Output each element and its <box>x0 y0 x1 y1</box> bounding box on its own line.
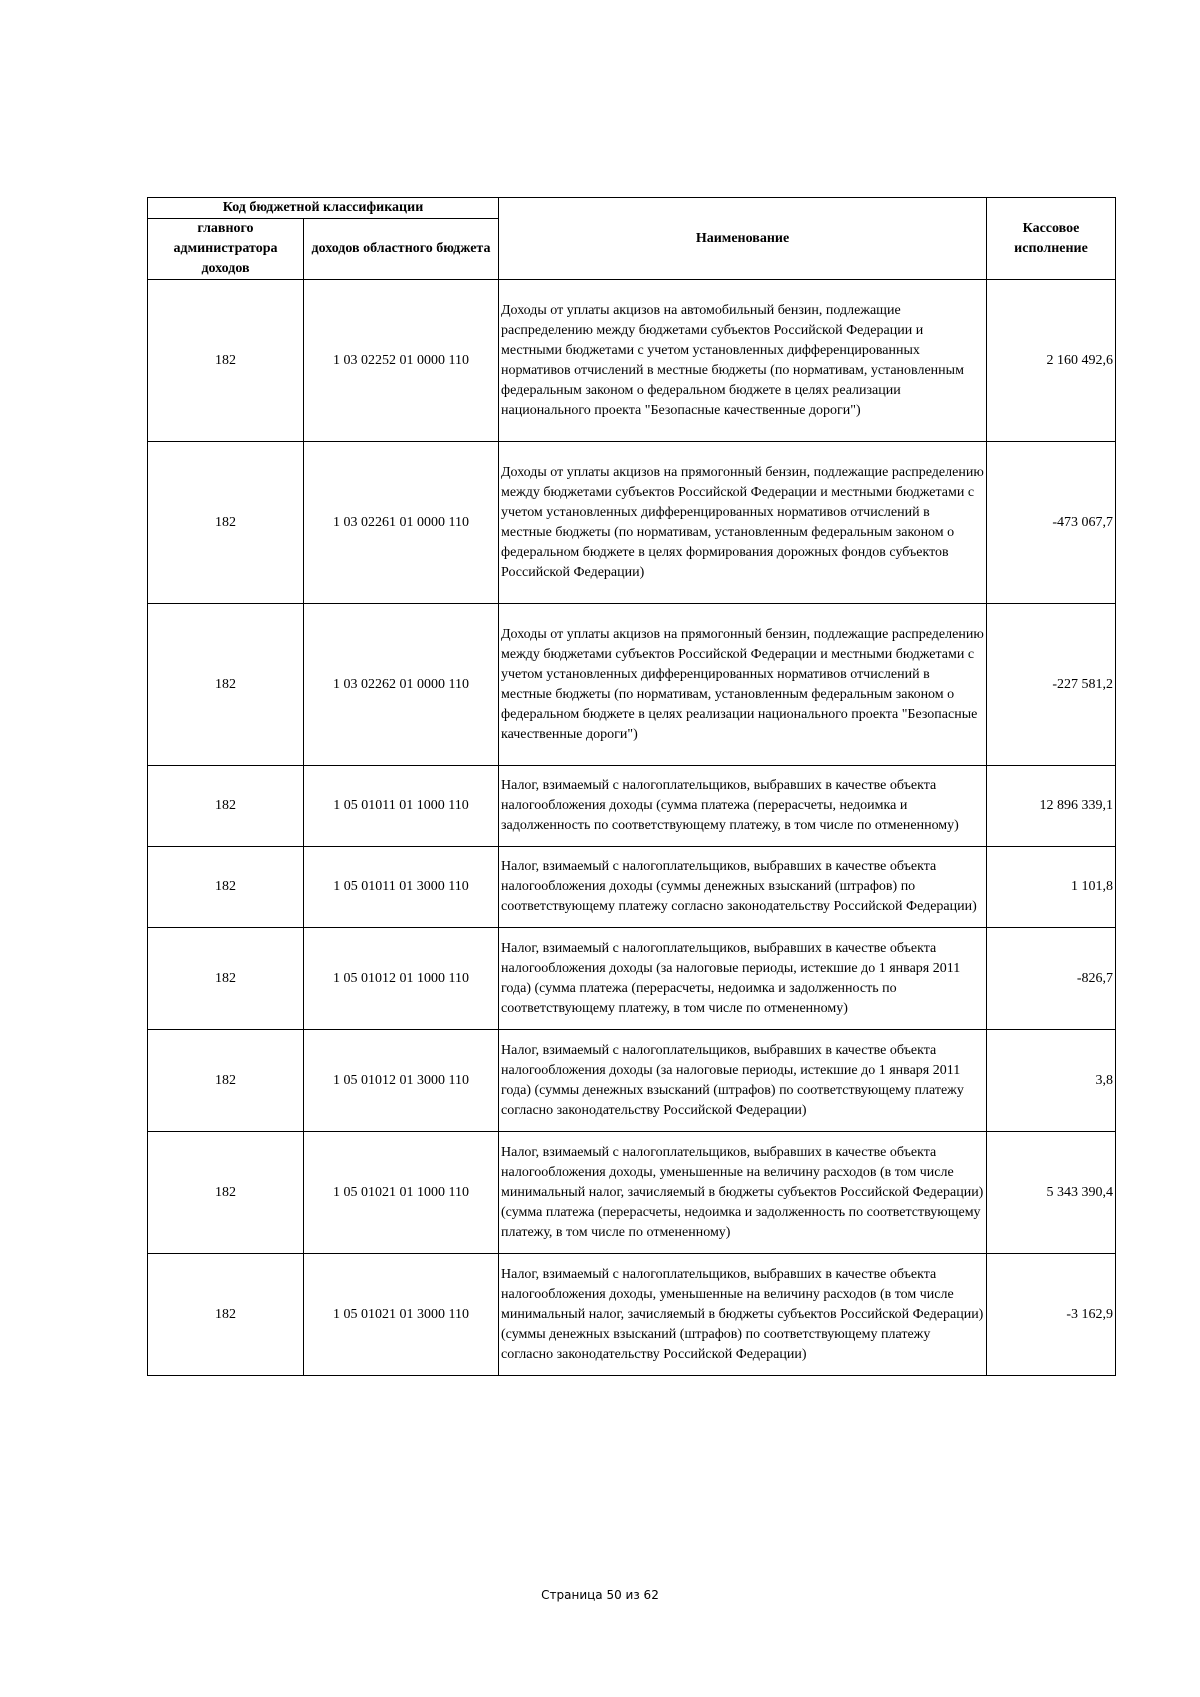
cell-amount: 12 896 339,1 <box>987 766 1116 847</box>
cell-amount: 5 343 390,4 <box>987 1132 1116 1254</box>
cell-name: Доходы от уплаты акцизов на прямогонный бензин, подлежащие распределению между бюджетами субъектов Российской Федерации и местными бюджетами с учетом установленных дифференцированных нормативов отчислений в местные бюджеты (по нормативам, установленным федеральным законом о федеральном бюджете в целях реализации национального проекта "Безопасные качественные дороги") <box>499 604 987 766</box>
table-row <box>148 442 1116 604</box>
cell-name: Налог, взимаемый с налогоплательщиков, выбравших в качестве объекта налогообложения доходы (сумма платежа (перерасчеты, недоимка и задолженность по соответствующему платежу, в том числе по отмененному) <box>499 766 987 847</box>
table-row <box>148 928 1116 1030</box>
cell-name: Налог, взимаемый с налогоплательщиков, выбравших в качестве объекта налогообложения доходы, уменьшенные на величину расходов (в том числе минимальный налог, зачисляемый в бюджеты субъектов Российской Федерации) (сумма платежа (перерасчеты, недоимка и задолженность по соответствующему платежу, в том числе по отмененному) <box>499 1132 987 1254</box>
header-main-administrator: главного администратора доходов <box>148 219 304 280</box>
cell-classification-code: 1 03 02262 01 0000 110 <box>304 604 499 766</box>
cell-admin-code: 182 <box>148 1030 304 1132</box>
cell-name: Налог, взимаемый с налогоплательщиков, выбравших в качестве объекта налогообложения доходы (за налоговые периоды, истекшие до 1 января 2011 года) (сумма платежа (перерасчеты, недоимка и задолженность по соответствующему платежу, в том числе по отмененному) <box>499 928 987 1030</box>
cell-name: Доходы от уплаты акцизов на автомобильный бензин, подлежащие распределению между бюджетами субъектов Российской Федерации и местными бюджетами с учетом установленных дифференцированных нормативов отчислений в местные бюджеты (по нормативам, установленным федеральным законом о федеральном бюджете в целях реализации национального проекта "Безопасные качественные дороги") <box>499 280 987 442</box>
cell-admin-code: 182 <box>148 1132 304 1254</box>
cell-name: Налог, взимаемый с налогоплательщиков, выбравших в качестве объекта налогообложения доходы (суммы денежных взысканий (штрафов) по соответствующему платежу согласно законодательству Российской Федерации) <box>499 847 987 928</box>
cell-name: Доходы от уплаты акцизов на прямогонный бензин, подлежащие распределению между бюджетами субъектов Российской Федерации и местными бюджетами с учетом установленных дифференцированных нормативов отчислений в местные бюджеты (по нормативам, установленным федеральным законом о федеральном бюджете в целях формирования дорожных фондов субъектов Российской Федерации) <box>499 442 987 604</box>
cell-amount: -473 067,7 <box>987 442 1116 604</box>
cell-classification-code: 1 05 01012 01 3000 110 <box>304 1030 499 1132</box>
header-regional-budget-income: доходов областного бюджета <box>304 219 499 280</box>
cell-amount: 1 101,8 <box>987 847 1116 928</box>
cell-admin-code: 182 <box>148 280 304 442</box>
cell-amount: -826,7 <box>987 928 1116 1030</box>
budget-table <box>147 197 1116 1376</box>
cell-amount: -3 162,9 <box>987 1254 1116 1376</box>
cell-amount: -227 581,2 <box>987 604 1116 766</box>
table-row <box>148 280 1116 442</box>
cell-classification-code: 1 05 01012 01 1000 110 <box>304 928 499 1030</box>
cell-classification-code: 1 05 01011 01 1000 110 <box>304 766 499 847</box>
table-row <box>148 1132 1116 1254</box>
cell-admin-code: 182 <box>148 766 304 847</box>
header-cash-execution: Кассовое исполнение <box>987 198 1116 280</box>
cell-classification-code: 1 05 01021 01 1000 110 <box>304 1132 499 1254</box>
header-budget-classification-code: Код бюджетной классификации <box>148 198 499 219</box>
cell-classification-code: 1 05 01021 01 3000 110 <box>304 1254 499 1376</box>
cell-admin-code: 182 <box>148 1254 304 1376</box>
cell-admin-code: 182 <box>148 847 304 928</box>
cell-classification-code: 1 05 01011 01 3000 110 <box>304 847 499 928</box>
cell-classification-code: 1 03 02252 01 0000 110 <box>304 280 499 442</box>
cell-admin-code: 182 <box>148 442 304 604</box>
table-row <box>148 1254 1116 1376</box>
cell-amount: 3,8 <box>987 1030 1116 1132</box>
table-header <box>148 198 1116 280</box>
cell-amount: 2 160 492,6 <box>987 280 1116 442</box>
cell-classification-code: 1 03 02261 01 0000 110 <box>304 442 499 604</box>
page-number: Страница 50 из 62 <box>541 1588 659 1602</box>
cell-admin-code: 182 <box>148 604 304 766</box>
table-row <box>148 1030 1116 1132</box>
table-row <box>148 847 1116 928</box>
cell-name: Налог, взимаемый с налогоплательщиков, выбравших в качестве объекта налогообложения доходы (за налоговые периоды, истекшие до 1 января 2011 года) (суммы денежных взысканий (штрафов) по соответствующему платежу согласно законодательству Российской Федерации) <box>499 1030 987 1132</box>
cell-name: Налог, взимаемый с налогоплательщиков, выбравших в качестве объекта налогообложения доходы, уменьшенные на величину расходов (в том числе минимальный налог, зачисляемый в бюджеты субъектов Российской Федерации) (суммы денежных взысканий (штрафов) по соответствующему платежу согласно законодательству Российской Федерации) <box>499 1254 987 1376</box>
header-name: Наименование <box>499 198 987 280</box>
cell-admin-code: 182 <box>148 928 304 1030</box>
table-row <box>148 766 1116 847</box>
table-row <box>148 604 1116 766</box>
